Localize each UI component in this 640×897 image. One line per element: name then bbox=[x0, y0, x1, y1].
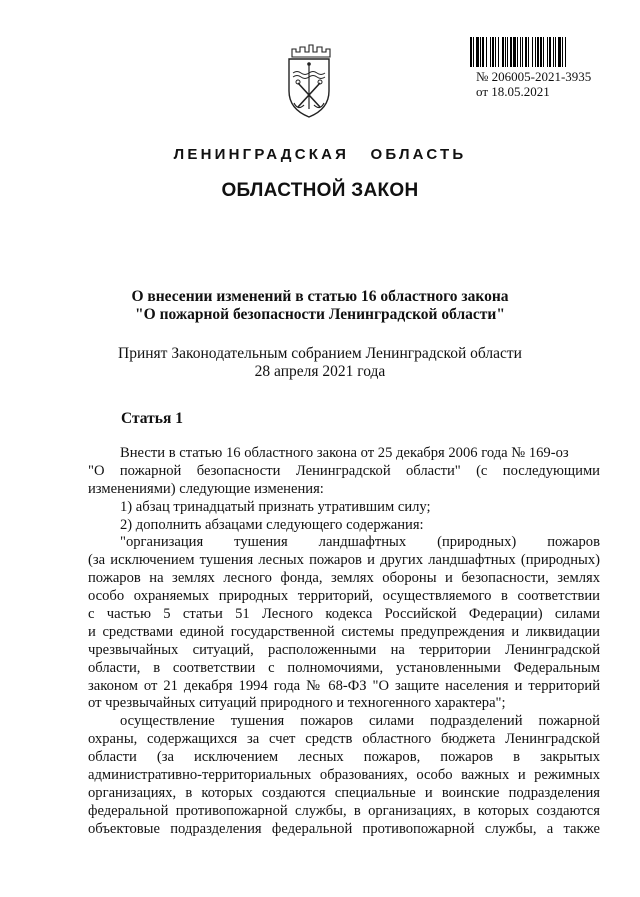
body-line: области, в соответствии с полномочиями, установленными Федеральным bbox=[88, 659, 600, 676]
adoption-note bbox=[0, 345, 640, 381]
body-line: охраны, содержащихся за счет средств областного бюджета Ленинградской bbox=[88, 731, 600, 748]
law-title-line-1: О внесении изменений в статью 16 областного закона bbox=[131, 288, 509, 305]
body-line: от чрезвычайных ситуаций природного и техногенного характера"; bbox=[88, 695, 506, 712]
region-heading: ЛЕНИНГРАДСКАЯ ОБЛАСТЬ bbox=[173, 146, 467, 163]
body-line: федеральной противопожарной службы, в организациях, в которых создаются bbox=[88, 802, 600, 819]
body-line: "О пожарной безопасности Ленинградской области" (с последующими bbox=[88, 462, 600, 479]
coat-of-arms-icon bbox=[286, 43, 332, 119]
body-line: чрезвычайных ситуаций, расположенными на территории Ленинградской bbox=[88, 641, 600, 658]
body-line: изменениями) следующие изменения: bbox=[88, 480, 324, 497]
registration-block bbox=[476, 69, 591, 99]
law-type-heading: ОБЛАСТНОЙ ЗАКОН bbox=[221, 180, 419, 201]
adoption-note-line-2: 28 апреля 2021 года bbox=[254, 363, 386, 380]
body-line: пожаров на землях лесного фонда, землях обороны и безопасности, землях bbox=[88, 570, 600, 587]
body-line: и средствами единой государственной системы предупреждения и ликвидации bbox=[88, 623, 600, 640]
body-line: организациях, в которых создаются специальные и воинские подразделения bbox=[88, 784, 600, 801]
body-line: административно-территориальных образованиях, особо важных и режимных bbox=[88, 767, 600, 784]
body-line: законом от 21 декабря 1994 года № 68-ФЗ "О защите населения и территорий bbox=[88, 677, 600, 694]
article-heading: Статья 1 bbox=[121, 410, 183, 427]
body-line: с частью 5 статьи 51 Лесного кодекса Российской Федерации) силами bbox=[88, 606, 600, 623]
body-line: 1) абзац тринадцатый признать утратившим силу; bbox=[120, 498, 431, 515]
body-line: Внести в статью 16 областного закона от 25 декабря 2006 года № 169-оз bbox=[120, 445, 569, 461]
adoption-note-line-1: Принят Законодательным собранием Ленинградской области bbox=[118, 345, 522, 362]
body-line: особо охраняемых природных территорий, осуществляемого в соответствии bbox=[88, 588, 600, 605]
law-title-line-2: "О пожарной безопасности Ленинградской области" bbox=[135, 306, 505, 323]
body-line: 2) дополнить абзацами следующего содержания: bbox=[120, 516, 424, 533]
body-line: (за исключением тушения лесных пожаров и других ландшафтных (природных) bbox=[88, 552, 600, 569]
registration-number: № 206005-2021-3935 bbox=[476, 69, 592, 84]
law-title bbox=[0, 288, 640, 324]
article-body bbox=[88, 445, 600, 839]
registration-date: от 18.05.2021 bbox=[476, 84, 550, 99]
body-line: объектовые подразделения федеральной противопожарной службы, а также bbox=[88, 820, 600, 837]
body-line: области (за исключением лесных пожаров, пожаров в закрытых bbox=[88, 749, 600, 766]
barcode bbox=[470, 37, 596, 67]
body-line: "организация тушения ландшафтных (природных) пожаров bbox=[120, 534, 600, 551]
body-line: осуществление тушения пожаров силами подразделений пожарной bbox=[120, 713, 600, 730]
